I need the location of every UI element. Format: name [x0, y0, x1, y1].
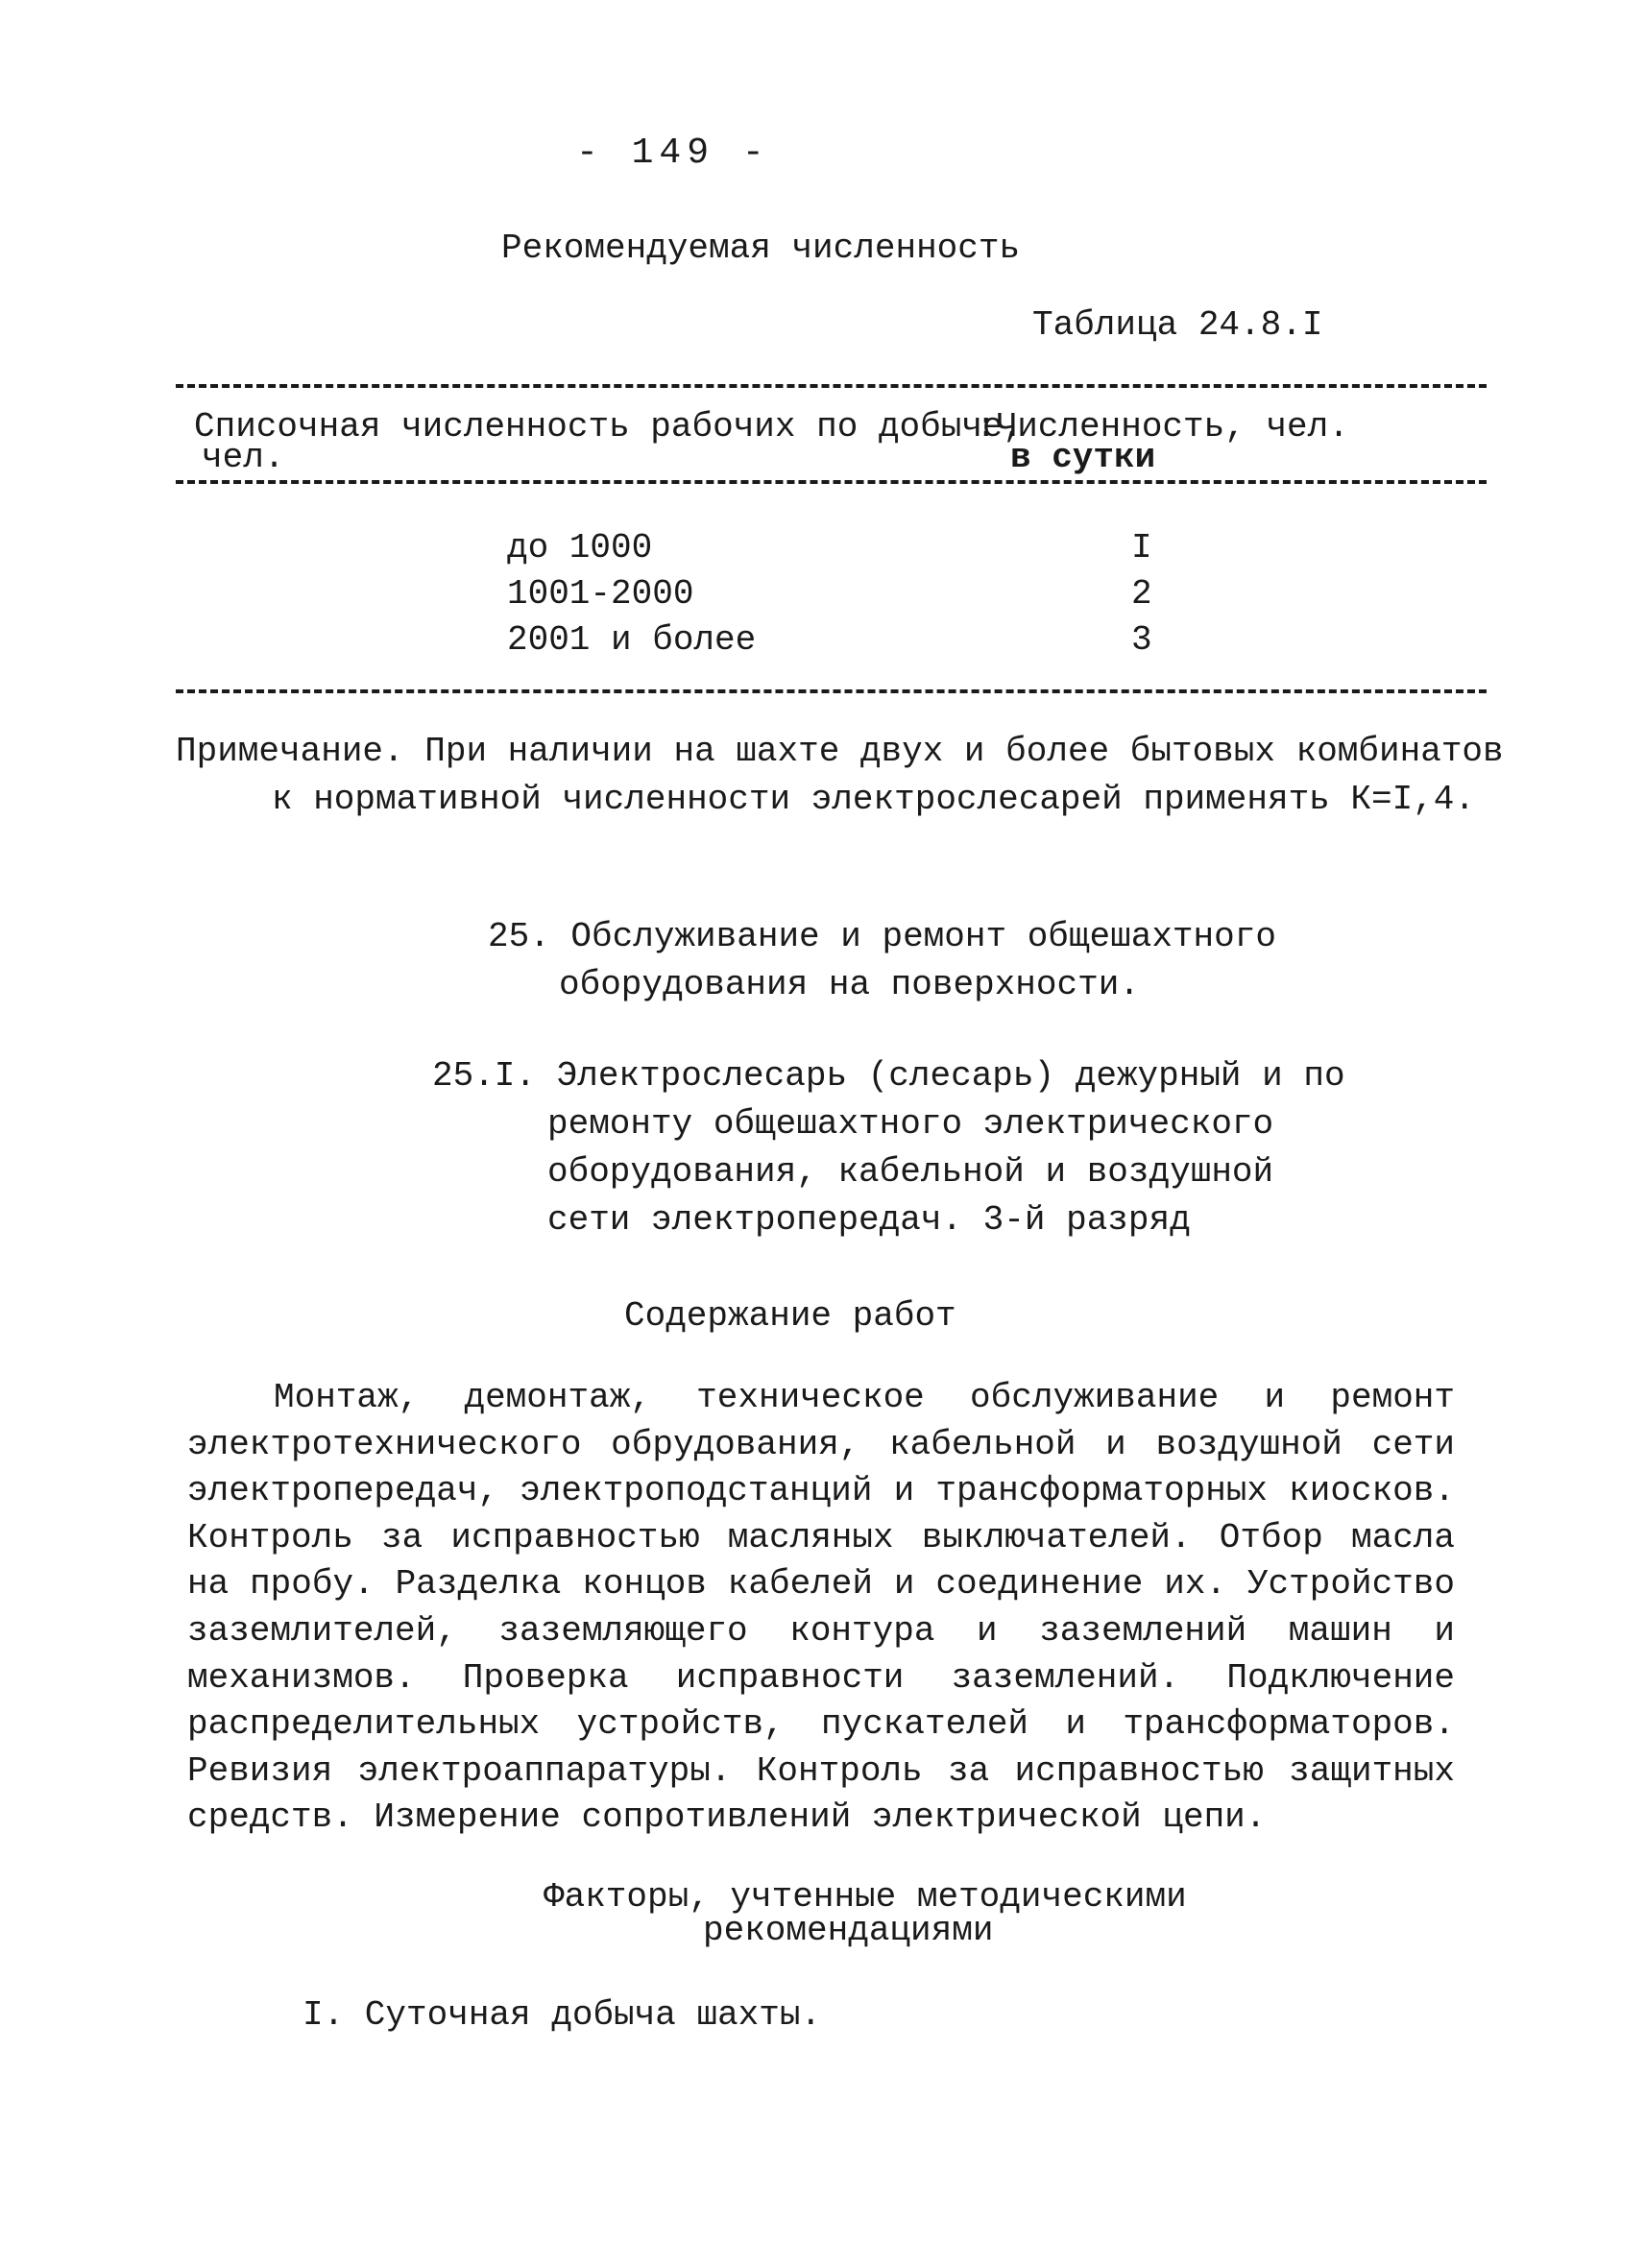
table-header-left-line1: Списочная численность рабочих по добыче,	[194, 407, 1025, 446]
section-25-1-line4: сети электропередач. 3-й разряд	[547, 1200, 1191, 1240]
table-bottom-rule	[176, 689, 1487, 693]
section-25-line2: оборудования на поверхности.	[559, 965, 1140, 1004]
table-cell-range: 1001-2000	[507, 574, 694, 614]
factors-heading-line1: Факторы, учтенные методическими	[544, 1877, 1187, 1917]
work-content-paragraph	[187, 1375, 1455, 1842]
table-label: Таблица 24.8.I	[1032, 305, 1323, 345]
table-header-right-line1: :Численность, чел.	[976, 407, 1349, 446]
factor-item: I. Суточная добыча шахты.	[302, 1995, 822, 2035]
note-line2: к нормативной численности электрослесарей применять К=I,4.	[272, 780, 1476, 819]
table-header-rule	[176, 480, 1487, 484]
table-cell-range: до 1000	[507, 528, 653, 567]
section-25-1-line1: 25.I. Электрослесарь (слесарь) дежурный и по	[432, 1056, 1345, 1096]
section-25-1-line2: ремонту общешахтного электрического	[547, 1104, 1274, 1144]
table-cell-range: 2001 и более	[507, 620, 757, 660]
page-heading: Рекомендуемая численность	[501, 229, 1021, 268]
work-content-text: Монтаж, демонтаж, техническое обслуживание и ремонт электротехнического обрудования, кабельной и воздушной сети электропередач, электроподстанций и трансформаторных киосков. Контроль за исправностью масляных выключателей. Отбор масла на пробу. Разделка концов кабелей и соединение их. Устройство заземлителей, заземляющего контура и заземлений машин и механизмов. Проверка исправности заземлений. Подключение распределительных устройств, пускателей и трансформаторов. Ревизия электроаппаратуры. Контроль за исправностью защитных средств. Измерение сопротивлений электрической цепи.	[187, 1378, 1455, 1838]
factors-heading-line2: рекомендациями	[703, 1911, 994, 1950]
table-top-rule	[176, 384, 1487, 388]
table-cell-count: I	[1131, 528, 1152, 567]
section-25-line1: 25. Обслуживание и ремонт общешахтного	[488, 917, 1276, 956]
table-header-right-line2: в сутки	[1010, 438, 1156, 477]
table-header-left-line2: чел.	[202, 438, 285, 477]
note-line1: Примечание. При наличии на шахте двух и более бытовых комбинатов	[176, 732, 1504, 771]
work-content-heading: Содержание работ	[624, 1296, 956, 1336]
section-25-1-line3: оборудования, кабельной и воздушной	[547, 1152, 1274, 1192]
page-number: - 149 -	[576, 133, 770, 174]
table-cell-count: 2	[1131, 574, 1152, 614]
table-cell-count: 3	[1131, 620, 1152, 660]
